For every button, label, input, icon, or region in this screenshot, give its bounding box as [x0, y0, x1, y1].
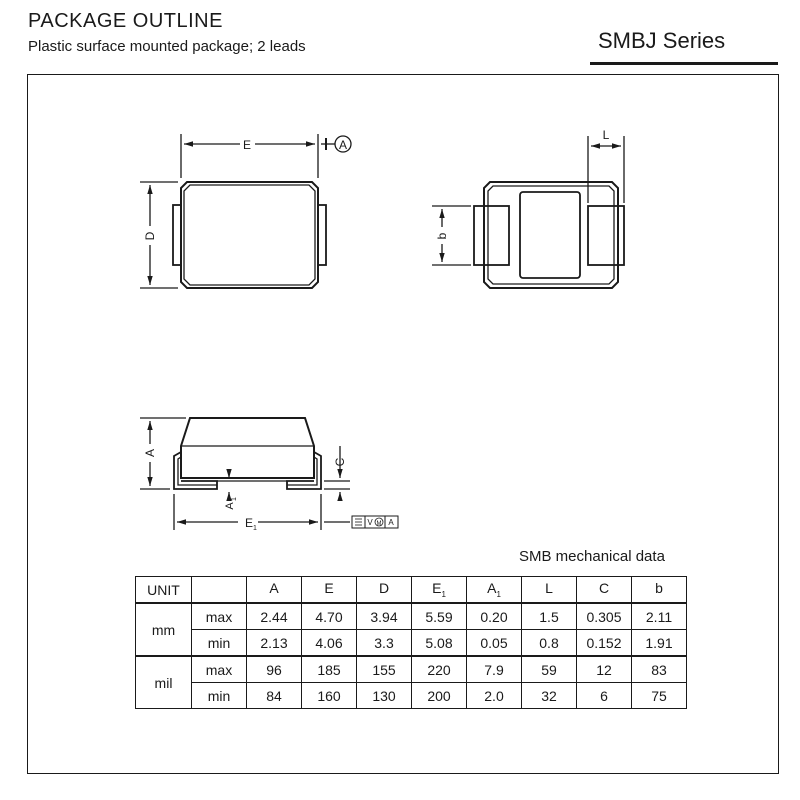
table-row — [136, 683, 687, 709]
dim-label-l: L — [602, 128, 610, 142]
value-cell: 0.305 — [577, 603, 632, 630]
header-cell: C — [577, 577, 632, 604]
header-cell: L — [522, 577, 577, 604]
value-cell: 185 — [302, 656, 357, 683]
limit-cell: max — [192, 656, 247, 683]
header-cell: D — [357, 577, 412, 604]
value-cell: 2.0 — [467, 683, 522, 709]
limit-cell: max — [192, 603, 247, 630]
value-cell: 0.20 — [467, 603, 522, 630]
header-cell — [192, 577, 247, 604]
header-cell: $A_1$ — [467, 577, 522, 604]
dim-label-d: D — [143, 231, 157, 241]
header-cell: UNIT — [136, 577, 192, 604]
tolerance-v: V — [367, 518, 373, 527]
value-cell: 0.05 — [467, 630, 522, 657]
table-row — [136, 656, 687, 683]
datum-label-a: A — [338, 138, 348, 152]
value-cell: 220 — [412, 656, 467, 683]
limit-cell: min — [192, 630, 247, 657]
value-cell: 1.91 — [632, 630, 687, 657]
dim-label-e1-sub: 1 — [253, 525, 257, 532]
header-cell: A — [247, 577, 302, 604]
side-view — [140, 418, 398, 530]
value-cell: 160 — [302, 683, 357, 709]
value-cell: 75 — [632, 683, 687, 709]
value-cell: 32 — [522, 683, 577, 709]
page-title: PACKAGE OUTLINE — [28, 10, 223, 32]
series-title: SMBJ Series — [598, 28, 726, 53]
dim-label-a1-sub: 1 — [231, 497, 238, 501]
mechanical-data-table — [135, 576, 687, 709]
table-row — [136, 603, 687, 630]
value-cell: 2.13 — [247, 630, 302, 657]
value-cell: 1.5 — [522, 603, 577, 630]
dim-label-c: C — [333, 457, 347, 467]
tolerance-a: A — [388, 518, 394, 527]
dim-label-e: E — [242, 138, 252, 152]
value-cell: 2.11 — [632, 603, 687, 630]
value-cell: 0.8 — [522, 630, 577, 657]
dim-label-a: A — [143, 448, 157, 458]
tolerance-m: M — [376, 521, 382, 527]
value-cell: 5.59 — [412, 603, 467, 630]
dim-label-e1: E — [245, 516, 254, 530]
unit-cell: mil — [136, 656, 192, 709]
dim-label-a1: A — [224, 502, 236, 510]
header-cell: b — [632, 577, 687, 604]
value-cell: 3.94 — [357, 603, 412, 630]
page-subtitle: Plastic surface mounted package; 2 leads — [28, 38, 306, 55]
header-cell: E — [302, 577, 357, 604]
unit-cell: mm — [136, 603, 192, 656]
value-cell: 6 — [577, 683, 632, 709]
table-header-row — [136, 577, 687, 604]
value-cell: 3.3 — [357, 630, 412, 657]
value-cell: 200 — [412, 683, 467, 709]
limit-cell: min — [192, 683, 247, 709]
top-view — [140, 134, 351, 288]
value-cell: 4.06 — [302, 630, 357, 657]
value-cell: 83 — [632, 656, 687, 683]
value-cell: 5.08 — [412, 630, 467, 657]
value-cell: 84 — [247, 683, 302, 709]
value-cell: 130 — [357, 683, 412, 709]
value-cell: 96 — [247, 656, 302, 683]
dim-label-b: b — [435, 232, 449, 240]
table-caption: SMB mechanical data — [519, 548, 665, 565]
value-cell: 7.9 — [467, 656, 522, 683]
header-cell: $E_1$ — [412, 577, 467, 604]
value-cell: 2.44 — [247, 603, 302, 630]
bottom-view — [432, 136, 624, 288]
value-cell: 4.70 — [302, 603, 357, 630]
value-cell: 0.152 — [577, 630, 632, 657]
value-cell: 155 — [357, 656, 412, 683]
table-row — [136, 630, 687, 657]
value-cell: 59 — [522, 656, 577, 683]
value-cell: 12 — [577, 656, 632, 683]
